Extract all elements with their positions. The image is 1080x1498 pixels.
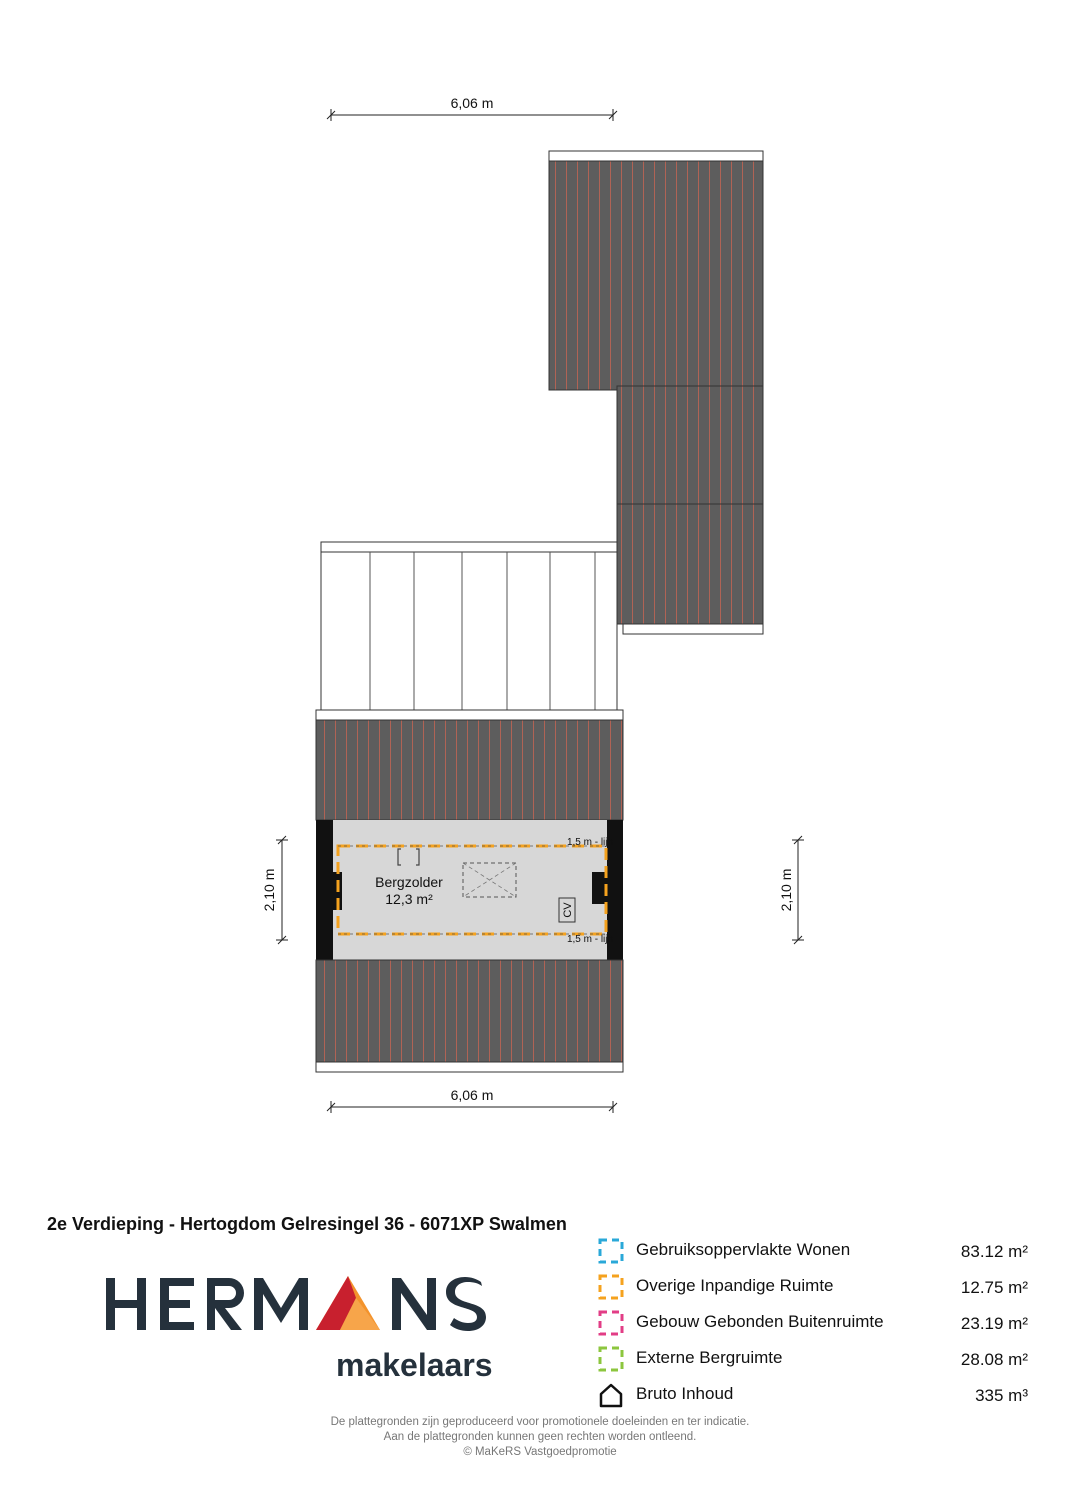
room-name: Bergzolder: [375, 874, 443, 890]
disclaimer: [0, 1415, 1080, 1460]
house-outline-icon: [598, 1382, 624, 1408]
legend-value: 28.08 m²: [960, 1350, 1028, 1369]
legend-label: Bruto Inhoud: [636, 1384, 734, 1403]
legend: [598, 1236, 1038, 1416]
logo-triangle-icon: [316, 1276, 380, 1330]
dashed-square-icon: [598, 1346, 624, 1372]
dimension-top: [327, 95, 617, 121]
legend-value: 83.12 m²: [960, 1242, 1028, 1261]
page-title: 2e Verdieping - Hertogdom Gelresingel 36 - 6071XP Swalmen: [47, 1214, 567, 1234]
legend-label: Gebruiksoppervlakte Wonen: [636, 1240, 851, 1259]
dimension-bottom: [327, 1087, 617, 1113]
disclaimer-line: Aan de plattegronden kunnen geen rechten worden ontleend.: [383, 1431, 697, 1443]
dimension-right: [778, 836, 804, 944]
cv-label: CV: [562, 902, 574, 918]
disclaimer-line: De plattegronden zijn geproduceerd voor promotionele doeleinden en ter indicatie.: [330, 1416, 750, 1428]
roof-lower-bottom: [316, 960, 623, 1062]
dashed-square-icon: [598, 1310, 624, 1336]
legend-item: [598, 1272, 1038, 1308]
legend-value: 335 m³: [975, 1386, 1028, 1405]
legend-value: 12.75 m²: [960, 1278, 1028, 1297]
dashed-square-icon: [598, 1274, 624, 1300]
dimension-top-label: 6,06 m: [450, 95, 494, 111]
legend-label: Externe Bergruimte: [636, 1348, 783, 1367]
legend-item: [598, 1344, 1038, 1380]
flat-roof: [316, 542, 623, 720]
dashed-square-icon: [598, 1238, 624, 1264]
dimension-left-label: 2,10 m: [261, 868, 277, 912]
line-top-label: 1,5 m - lijn: [566, 837, 614, 848]
legend-item: [598, 1380, 1038, 1416]
hermans-logo: [104, 1268, 524, 1388]
logo-wordmark: [106, 1277, 486, 1331]
legend-label: Gebouw Gebonden Buitenruimte: [636, 1312, 884, 1331]
legend-value: 23.19 m²: [960, 1314, 1028, 1333]
dimension-bottom-label: 6,06 m: [450, 1087, 494, 1103]
dimension-right-label: 2,10 m: [778, 868, 794, 912]
logo-subtitle: makelaars: [336, 1347, 493, 1383]
attic-room: [316, 820, 623, 960]
line-bottom-label: 1,5 m - lijn: [566, 934, 614, 945]
legend-label: Overige Inpandige Ruimte: [636, 1276, 834, 1295]
dimension-left: [261, 836, 288, 944]
roof-lower-top: [316, 720, 623, 820]
room-area: 12,3 m²: [385, 891, 433, 907]
copyright: © MaKeRS Vastgoedpromotie: [463, 1446, 617, 1458]
legend-item: [598, 1236, 1038, 1272]
legend-item: [598, 1308, 1038, 1344]
